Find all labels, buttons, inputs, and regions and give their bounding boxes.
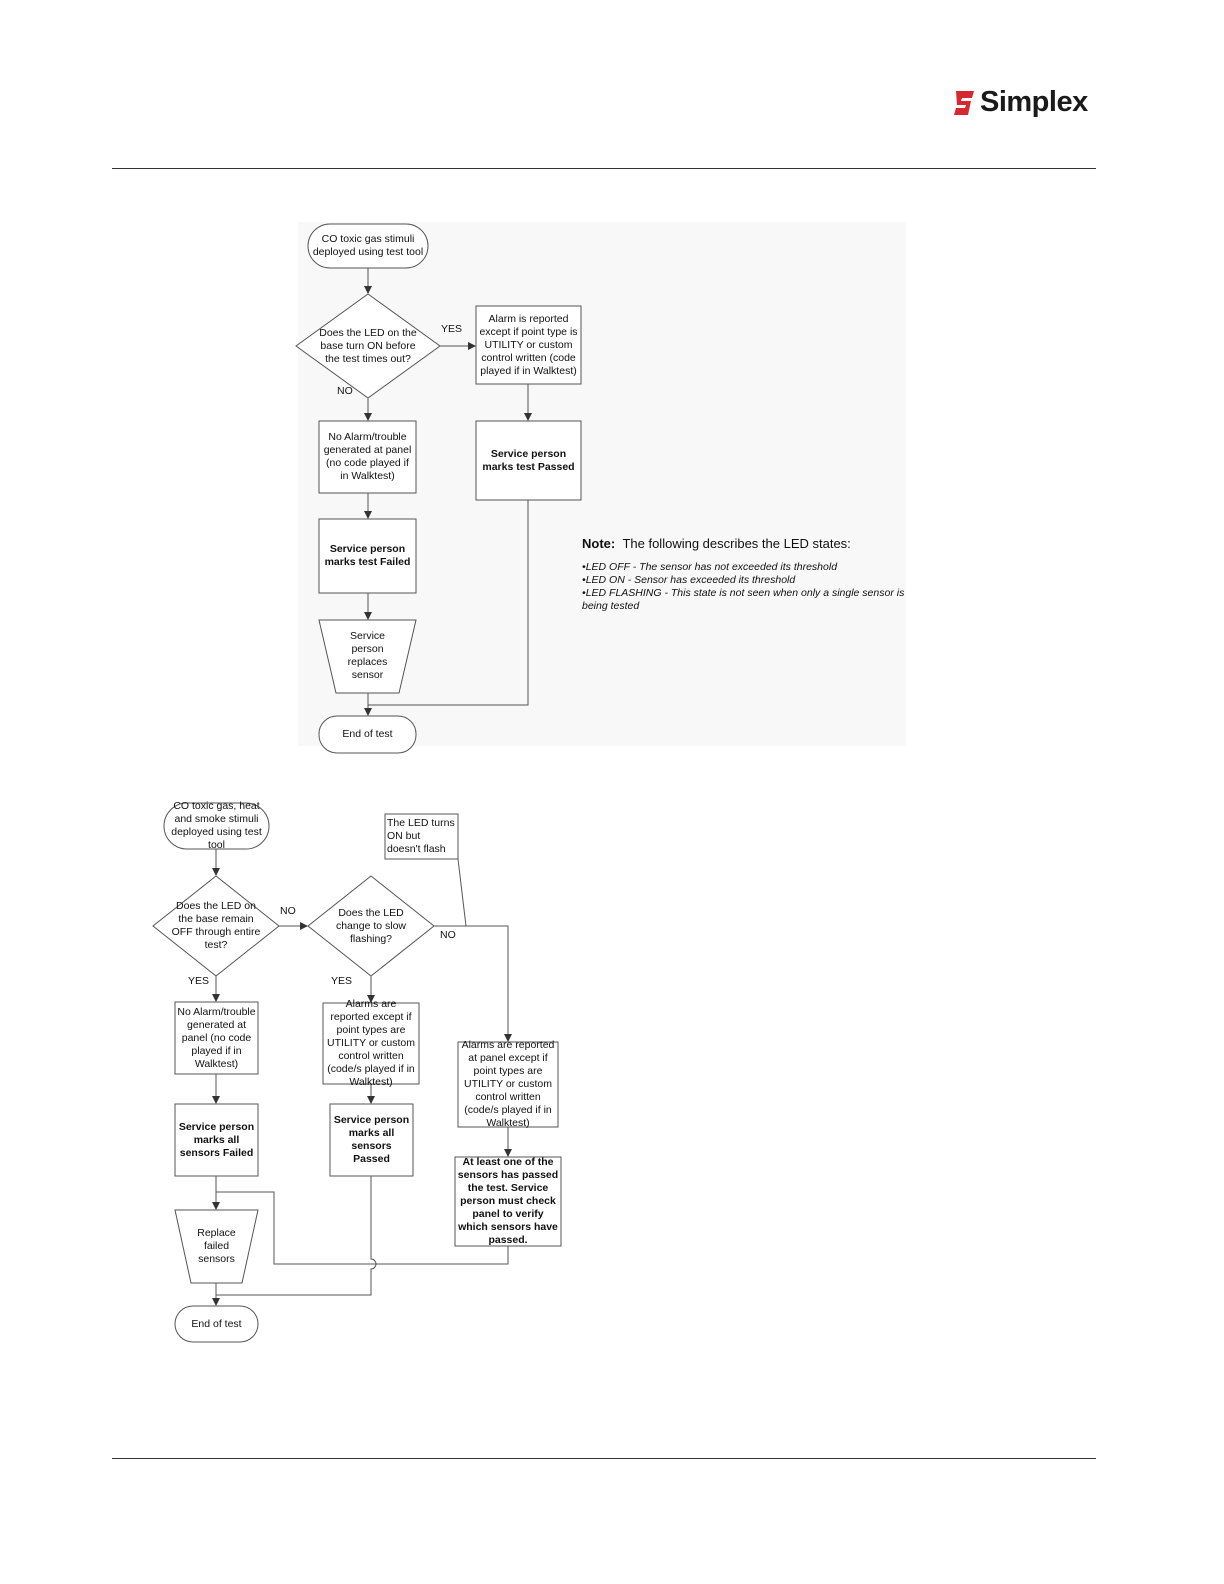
fc2-no-alarm-box: No Alarm/trouble generated at panel (no code played if in Walktest)	[177, 1005, 256, 1070]
note-heading	[582, 536, 912, 551]
fc1-marks-passed-box: Service person marks test Passed	[482, 447, 575, 473]
fc2-replace-sensors-box: Replace failed sensors	[197, 1226, 236, 1265]
fc2-no-label-1: NO	[280, 905, 296, 917]
fc2-panel-alarms-box: Alarms are reported at panel except if point types are UTILITY or custom control written (code/s played if in Walktest)	[461, 1039, 555, 1129]
fc1-decision-led-on: Does the LED on the base turn ON before the test times out?	[319, 326, 417, 365]
fc2-yes-label-2: YES	[331, 975, 353, 987]
fc1-replace-sensor-box: Service person replaces sensor	[347, 630, 388, 681]
fc2-yes-label-1: YES	[188, 975, 210, 987]
fc2-no-label-2: NO	[440, 929, 456, 941]
fc1-end-terminal: End of test	[342, 728, 393, 740]
fc2-decision-slow-flashing: Does the LED change to slow flashing?	[335, 906, 407, 945]
fc2-decision-led-off: Does the LED on the base remain OFF through entire test?	[171, 900, 261, 951]
note-item-led-flashing: •LED FLASHING - This state is not seen when only a single sensor is being tested	[582, 587, 905, 612]
fc2-end-terminal: End of test	[191, 1317, 242, 1330]
fc2-callout-led-on: The LED turns ON but doesn't flash	[387, 817, 455, 855]
note-label: Note:	[582, 536, 616, 551]
fc2-marks-failed-box: Service person marks all sensors Failed	[178, 1120, 255, 1159]
led-states-note	[582, 536, 912, 613]
note-item-led-on: •LED ON - Sensor has exceeded its threshold	[582, 574, 796, 586]
fc1-start-terminal: CO toxic gas stimuli deployed using test tool	[312, 233, 424, 258]
note-item-led-off: •LED OFF - The sensor has not exceeded its threshold	[582, 561, 838, 573]
note-list	[582, 561, 912, 613]
fc1-no-label: NO	[337, 385, 353, 397]
fc2-alarms-reported-box: Alarms are reported except if point types are UTILITY or custom control written (code/s played if in Walktest)	[327, 998, 415, 1088]
fc2-marks-passed-box: Service person marks all sensors Passed	[333, 1114, 410, 1165]
fc1-no-alarm-box: No Alarm/trouble generated at panel (no code played if in Walktest)	[323, 431, 412, 482]
fc1-yes-label: YES	[441, 323, 463, 335]
fc1-alarm-reported-box: Alarm is reported except if point type is UTILITY or custom control written (code played if in Walktest)	[479, 312, 578, 377]
brand-name: Simplex	[980, 86, 1088, 118]
fc1-marks-failed-box: Service person marks test Failed	[324, 543, 411, 568]
fc2-check-panel-box: At least one of the sensors has passed the test. Service person must check panel to verify which sensors have passed.	[457, 1156, 559, 1246]
note-text: The following describes the LED states:	[622, 536, 851, 551]
fc2-start-terminal: CO toxic gas, heat and smoke stimuli deployed using test tool	[171, 800, 262, 851]
